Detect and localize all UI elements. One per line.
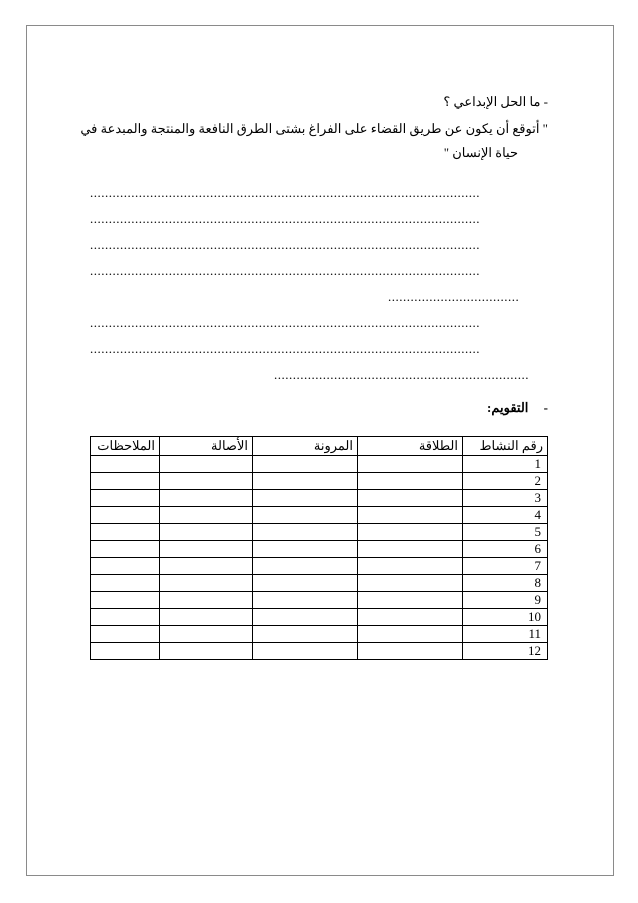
- flexibility-cell[interactable]: [253, 507, 358, 524]
- originality-cell[interactable]: [160, 456, 253, 473]
- table-header-row: [91, 437, 548, 456]
- fluency-cell[interactable]: [358, 456, 463, 473]
- originality-cell[interactable]: [160, 626, 253, 643]
- originality-cell[interactable]: [160, 541, 253, 558]
- activity-number: 1: [463, 456, 548, 473]
- originality-cell[interactable]: [160, 558, 253, 575]
- dotted-answer-line-7: ........................................................................................................: [90, 342, 480, 356]
- notes-cell[interactable]: [91, 626, 160, 643]
- originality-cell[interactable]: [160, 643, 253, 660]
- flexibility-cell[interactable]: [253, 524, 358, 541]
- flexibility-cell[interactable]: [253, 626, 358, 643]
- header-activity-number: رقم النشاط: [463, 437, 548, 456]
- fluency-cell[interactable]: [358, 558, 463, 575]
- originality-cell[interactable]: [160, 592, 253, 609]
- evaluation-heading: [487, 398, 548, 418]
- table-row: [91, 490, 548, 507]
- fluency-cell[interactable]: [358, 592, 463, 609]
- activity-number: 3: [463, 490, 548, 507]
- activity-number: 10: [463, 609, 548, 626]
- notes-cell[interactable]: [91, 609, 160, 626]
- table-row: [91, 575, 548, 592]
- dotted-answer-line-4: ........................................................................................................: [90, 264, 480, 278]
- activity-number: 6: [463, 541, 548, 558]
- dotted-answer-line-8: ....................................................................: [274, 368, 529, 382]
- originality-cell[interactable]: [160, 490, 253, 507]
- notes-cell[interactable]: [91, 524, 160, 541]
- header-notes: الملاحظات: [91, 437, 160, 456]
- header-fluency: الطلاقة: [358, 437, 463, 456]
- fluency-cell[interactable]: [358, 626, 463, 643]
- dotted-answer-line-1: ........................................................................................................: [90, 186, 480, 200]
- flexibility-cell[interactable]: [253, 643, 358, 660]
- fluency-cell[interactable]: [358, 473, 463, 490]
- fluency-cell[interactable]: [358, 490, 463, 507]
- activity-number: 9: [463, 592, 548, 609]
- originality-cell[interactable]: [160, 524, 253, 541]
- notes-cell[interactable]: [91, 541, 160, 558]
- answer-quote-line-2: حياة الإنسان ": [443, 145, 518, 160]
- table-row: [91, 609, 548, 626]
- originality-cell[interactable]: [160, 609, 253, 626]
- notes-cell[interactable]: [91, 490, 160, 507]
- table-row: [91, 473, 548, 490]
- table-row: [91, 524, 548, 541]
- originality-cell[interactable]: [160, 473, 253, 490]
- fluency-cell[interactable]: [358, 524, 463, 541]
- originality-cell[interactable]: [160, 575, 253, 592]
- notes-cell[interactable]: [91, 643, 160, 660]
- flexibility-cell[interactable]: [253, 456, 358, 473]
- notes-cell[interactable]: [91, 507, 160, 524]
- notes-cell[interactable]: [91, 456, 160, 473]
- table-row: [91, 592, 548, 609]
- dotted-answer-line-5: ...................................: [388, 290, 520, 304]
- fluency-cell[interactable]: [358, 575, 463, 592]
- table-row: [91, 507, 548, 524]
- activity-number: 2: [463, 473, 548, 490]
- originality-cell[interactable]: [160, 507, 253, 524]
- fluency-cell[interactable]: [358, 643, 463, 660]
- flexibility-cell[interactable]: [253, 575, 358, 592]
- fluency-cell[interactable]: [358, 541, 463, 558]
- evaluation-table: [90, 436, 548, 660]
- activity-number: 8: [463, 575, 548, 592]
- activity-number: 12: [463, 643, 548, 660]
- evaluation-dash: -: [543, 400, 548, 415]
- table-row: [91, 456, 548, 473]
- notes-cell[interactable]: [91, 575, 160, 592]
- answer-quote-line-1: " أتوقع أن يكون عن طريق القضاء على الفراغ بشتى الطرق النافعة والمنتجة والمبدعة في: [80, 121, 548, 136]
- fluency-cell[interactable]: [358, 507, 463, 524]
- evaluation-title: التقويم:: [487, 400, 529, 415]
- table-row: [91, 643, 548, 660]
- flexibility-cell[interactable]: [253, 490, 358, 507]
- flexibility-cell[interactable]: [253, 541, 358, 558]
- activity-number: 11: [463, 626, 548, 643]
- flexibility-cell[interactable]: [253, 558, 358, 575]
- notes-cell[interactable]: [91, 592, 160, 609]
- flexibility-cell[interactable]: [253, 592, 358, 609]
- activity-number: 7: [463, 558, 548, 575]
- flexibility-cell[interactable]: [253, 473, 358, 490]
- dotted-answer-line-6: ........................................................................................................: [90, 316, 480, 330]
- fluency-cell[interactable]: [358, 609, 463, 626]
- dotted-answer-line-3: ........................................................................................................: [90, 238, 480, 252]
- flexibility-cell[interactable]: [253, 609, 358, 626]
- table-row: [91, 541, 548, 558]
- header-flexibility: المرونة: [253, 437, 358, 456]
- table-row: [91, 558, 548, 575]
- question-heading: - ما الحل الإبداعي ؟: [443, 94, 548, 109]
- activity-number: 4: [463, 507, 548, 524]
- header-originality: الأصالة: [160, 437, 253, 456]
- activity-number: 5: [463, 524, 548, 541]
- notes-cell[interactable]: [91, 558, 160, 575]
- notes-cell[interactable]: [91, 473, 160, 490]
- table-row: [91, 626, 548, 643]
- dotted-answer-line-2: ........................................................................................................: [90, 212, 480, 226]
